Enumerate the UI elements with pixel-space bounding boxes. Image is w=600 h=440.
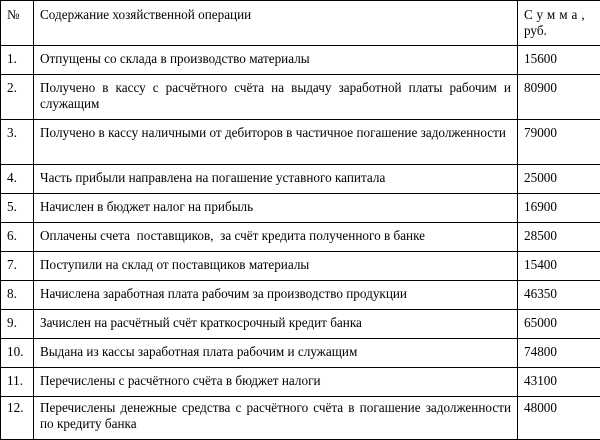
row-sum: 80900 [518, 75, 600, 120]
row-sum: 15600 [518, 46, 600, 75]
row-number: 2. [1, 75, 34, 120]
table-row [1, 339, 600, 368]
table-row [1, 120, 600, 165]
row-number: 1. [1, 46, 34, 75]
row-number: 3. [1, 120, 34, 165]
row-sum: 79000 [518, 120, 600, 165]
row-number: 5. [1, 194, 34, 223]
header-number: № [1, 1, 34, 46]
table-row [1, 310, 600, 339]
table-row [1, 281, 600, 310]
row-description: Часть прибыли направлена на погашение уставного капитала [34, 165, 518, 194]
row-description: Начислен в бюджет налог на прибыль [34, 194, 518, 223]
row-number: 7. [1, 252, 34, 281]
row-sum: 46350 [518, 281, 600, 310]
row-description: Перечислены с расчётного счёта в бюджет налоги [34, 368, 518, 397]
row-description: Поступили на склад от поставщиков материалы [34, 252, 518, 281]
table-row [1, 165, 600, 194]
row-number: 6. [1, 223, 34, 252]
row-number: 11. [1, 368, 34, 397]
row-description: Начислена заработная плата рабочим за производство продукции [34, 281, 518, 310]
table-header-row [1, 1, 600, 46]
row-sum: 48000 [518, 397, 600, 440]
row-description: Получено в кассу с расчётного счёта на выдачу заработной платы рабочим и служащим [34, 75, 518, 120]
row-sum: 28500 [518, 223, 600, 252]
row-number: 10. [1, 339, 34, 368]
table-row [1, 368, 600, 397]
row-number: 9. [1, 310, 34, 339]
row-number: 4. [1, 165, 34, 194]
row-number: 8. [1, 281, 34, 310]
table-row [1, 397, 600, 440]
row-description: Оплачены счета поставщиков, за счёт кредита полученного в банке [34, 223, 518, 252]
table-row [1, 194, 600, 223]
row-sum: 25000 [518, 165, 600, 194]
row-description: Перечислены денежные средства с расчётного счёта в погашение задолженности по кредиту банка [34, 397, 518, 440]
table-row [1, 75, 600, 120]
row-sum: 16900 [518, 194, 600, 223]
row-sum: 15400 [518, 252, 600, 281]
row-description: Выдана из кассы заработная плата рабочим и служащим [34, 339, 518, 368]
row-sum: 65000 [518, 310, 600, 339]
header-description: Содержание хозяйственной операции [34, 1, 518, 46]
row-description: Отпущены со склада в производство материалы [34, 46, 518, 75]
header-sum-label: Сумма, [524, 7, 594, 23]
header-sum-unit: руб. [524, 23, 594, 39]
table-row [1, 252, 600, 281]
row-sum: 43100 [518, 368, 600, 397]
row-sum: 74800 [518, 339, 600, 368]
table-row [1, 46, 600, 75]
row-description: Получено в кассу наличными от дебиторов в частичное погашение задолженности [34, 120, 518, 165]
row-description: Зачислен на расчётный счёт краткосрочный кредит банка [34, 310, 518, 339]
row-number: 12. [1, 397, 34, 440]
header-sum [518, 1, 600, 46]
table-row [1, 223, 600, 252]
